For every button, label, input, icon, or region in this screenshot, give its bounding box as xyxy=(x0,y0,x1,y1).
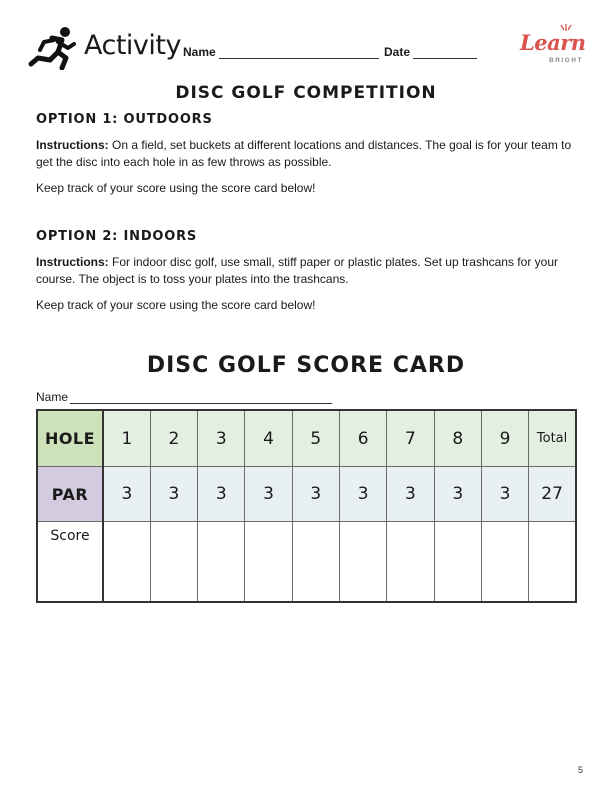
name-field[interactable] xyxy=(183,45,379,59)
score-total-cell[interactable] xyxy=(529,522,576,603)
option1-instructions-label: Instructions: xyxy=(36,138,109,152)
hole-row xyxy=(37,410,576,467)
par-value: 3 xyxy=(103,467,150,522)
par-value: 3 xyxy=(245,467,292,522)
activity-title: Activity xyxy=(84,30,181,61)
par-value: 3 xyxy=(387,467,434,522)
logo-sub-text: BRIGHT xyxy=(549,57,583,64)
name-label: Name xyxy=(183,45,216,59)
score-card-title: DISC GOLF SCORE CARD xyxy=(146,353,466,378)
score-card-name-label: Name xyxy=(36,390,69,404)
score-cell[interactable] xyxy=(150,522,197,603)
hole-number: 1 xyxy=(103,410,150,467)
par-value: 3 xyxy=(198,467,245,522)
option2-instructions-text: For indoor disc golf, use small, stiff paper or plastic plates. Set up trashcans for your course. The object is to toss your plates into the trashcans. xyxy=(36,255,558,286)
score-cell[interactable] xyxy=(481,522,528,603)
hole-label: HOLE xyxy=(37,410,103,467)
hole-number: 9 xyxy=(481,410,528,467)
score-label: Score xyxy=(37,522,103,603)
par-value: 3 xyxy=(339,467,386,522)
score-cell[interactable] xyxy=(339,522,386,603)
par-label: PAR xyxy=(37,467,103,522)
par-row xyxy=(37,467,576,522)
option2-instructions-label: Instructions: xyxy=(36,255,109,269)
par-value: 3 xyxy=(292,467,339,522)
hole-number: 5 xyxy=(292,410,339,467)
par-value: 3 xyxy=(150,467,197,522)
par-value: 3 xyxy=(481,467,528,522)
option2-title: OPTION 2: INDOORS xyxy=(36,229,198,244)
score-cell[interactable] xyxy=(245,522,292,603)
option2-note: Keep track of your score using the score card below! xyxy=(36,298,316,312)
par-total: 27 xyxy=(529,467,576,522)
score-cell[interactable] xyxy=(103,522,150,603)
option1-title: OPTION 1: OUTDOORS xyxy=(36,112,213,127)
name-line[interactable] xyxy=(219,46,379,59)
score-card-name-field[interactable] xyxy=(36,390,332,404)
page-title: DISC GOLF COMPETITION xyxy=(175,83,437,103)
option1-instructions xyxy=(36,137,581,171)
score-row xyxy=(37,522,576,603)
page-number: 5 xyxy=(578,765,584,775)
option1-instructions-text: On a field, set buckets at different locations and distances. The goal is for your team to get the disc into each hole in as few throws as possible. xyxy=(36,138,572,169)
score-card-name-line[interactable] xyxy=(70,391,332,404)
date-label: Date xyxy=(384,45,411,59)
score-card-table xyxy=(36,409,577,603)
option1-note: Keep track of your score using the score card below! xyxy=(36,181,316,195)
hole-number: 2 xyxy=(150,410,197,467)
date-line[interactable] xyxy=(413,46,477,59)
hole-number: 4 xyxy=(245,410,292,467)
date-field[interactable] xyxy=(384,45,477,59)
hole-number: 8 xyxy=(434,410,481,467)
hole-number: 6 xyxy=(339,410,386,467)
hole-number: 7 xyxy=(387,410,434,467)
score-cell[interactable] xyxy=(434,522,481,603)
hole-number: 3 xyxy=(198,410,245,467)
option2-instructions xyxy=(36,254,581,288)
learn-bright-logo xyxy=(520,30,592,70)
score-cell[interactable] xyxy=(198,522,245,603)
par-value: 3 xyxy=(434,467,481,522)
runner-icon xyxy=(28,26,78,70)
total-header: Total xyxy=(529,410,576,467)
score-cell[interactable] xyxy=(387,522,434,603)
logo-main-text: Learn xyxy=(520,30,586,55)
score-cell[interactable] xyxy=(292,522,339,603)
page-header xyxy=(0,0,612,80)
